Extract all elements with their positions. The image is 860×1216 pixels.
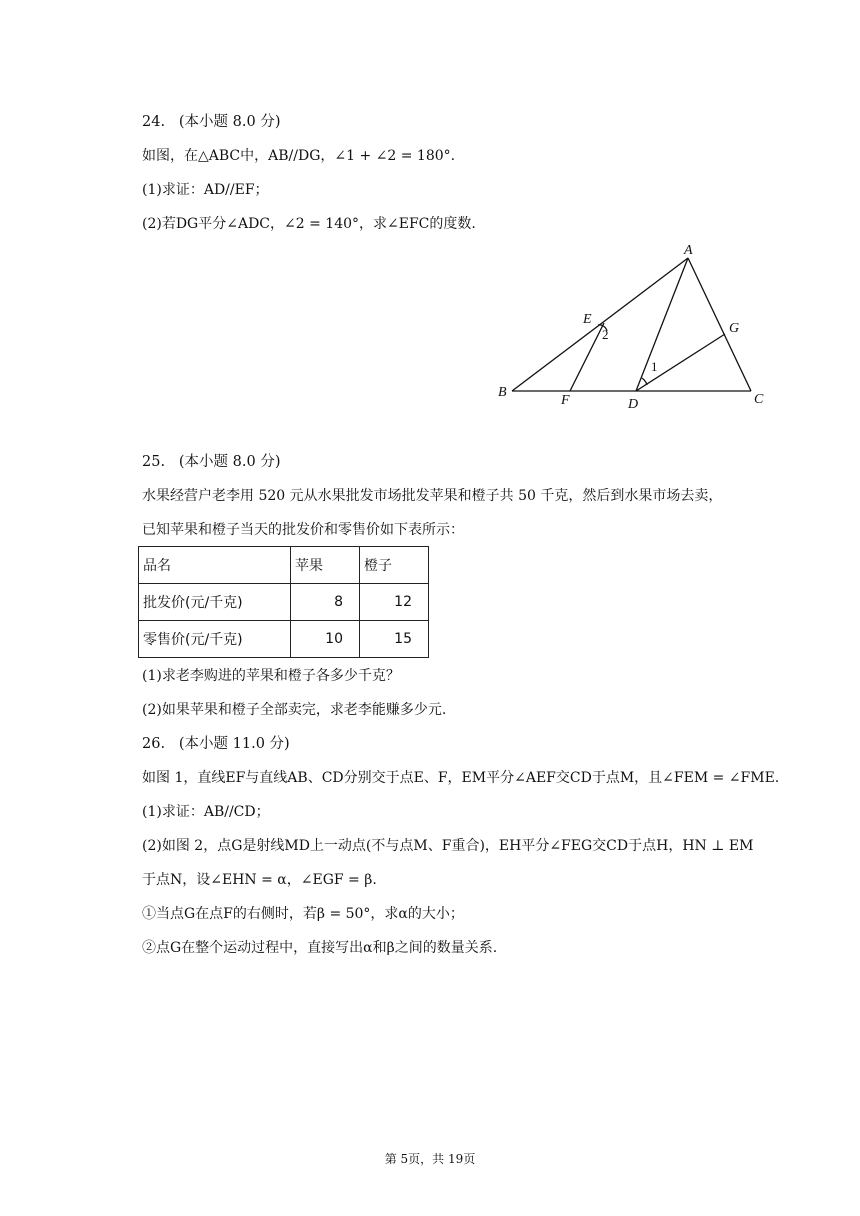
q25-header: 25. (本小题 8.0 分) bbox=[142, 454, 281, 470]
label-a: A bbox=[684, 243, 693, 258]
angle-1-arc bbox=[642, 378, 647, 385]
label-angle-2: 2 bbox=[602, 327, 609, 342]
q26-part2-line2: 于点N，设∠EHN = α，∠EGF = β. bbox=[142, 872, 377, 888]
table-header-cell: 品名 bbox=[139, 547, 291, 584]
q26-sub1: ①当点G在点F的右侧时，若β = 50°，求α的大小； bbox=[142, 906, 464, 922]
label-d: D bbox=[628, 397, 639, 412]
price-table bbox=[138, 546, 429, 658]
q24-part1: (1)求证：AD//EF； bbox=[142, 182, 269, 198]
table-header-cell: 苹果 bbox=[291, 547, 360, 584]
table-cell: 12 bbox=[360, 584, 429, 621]
q25-part1: (1)求老李购进的苹果和橙子各多少千克？ bbox=[142, 668, 400, 684]
triangle-figure bbox=[488, 238, 768, 418]
label-b: B bbox=[498, 385, 507, 400]
q26-stem: 如图 1，直线EF与直线AB、CD分别交于点E、F，EM平分∠AEF交CD于点M，且∠FEM = ∠FME. bbox=[142, 770, 780, 786]
label-g: G bbox=[729, 321, 740, 336]
q25-part2: (2)如果苹果和橙子全部卖完，求老李能赚多少元. bbox=[142, 702, 447, 718]
table-header-cell: 橙子 bbox=[360, 547, 429, 584]
table-cell: 15 bbox=[360, 621, 429, 658]
table-header-row bbox=[139, 547, 429, 584]
q24-header: 24. (本小题 8.0 分) bbox=[142, 114, 281, 130]
table-cell: 批发价(元/千克) bbox=[139, 584, 291, 621]
q24-part2: (2)若DG平分∠ADC，∠2 = 140°，求∠EFC的度数. bbox=[142, 216, 476, 232]
q24-stem: 如图，在△ABC中，AB//DG，∠1 + ∠2 = 180°. bbox=[142, 148, 456, 164]
table-row bbox=[139, 584, 429, 621]
page-footer: 第 5页，共 19页 bbox=[384, 1152, 476, 1166]
table-row bbox=[139, 621, 429, 658]
label-angle-1: 1 bbox=[651, 359, 658, 374]
label-f: F bbox=[561, 393, 570, 408]
segment-ef bbox=[570, 323, 604, 391]
table-cell: 零售价(元/千克) bbox=[139, 621, 291, 658]
table-cell: 8 bbox=[291, 584, 360, 621]
q25-stem-line2: 已知苹果和橙子当天的批发价和零售价如下表所示： bbox=[142, 522, 464, 538]
segment-ac bbox=[688, 258, 751, 391]
segment-dg bbox=[636, 334, 725, 391]
label-e: E bbox=[583, 312, 592, 327]
q26-header: 26. (本小题 11.0 分) bbox=[142, 736, 290, 752]
q26-part2-line1: (2)如图 2，点G是射线MD上一动点(不与点M、F重合)，EH平分∠FEG交CD于点H，HN ⊥ EM bbox=[142, 838, 754, 854]
q26-part1: (1)求证：AB//CD； bbox=[142, 804, 270, 820]
q25-stem-line1: 水果经营户老李用 520 元从水果批发市场批发苹果和橙子共 50 千克，然后到水果市场去卖， bbox=[142, 488, 723, 504]
q26-sub2: ②点G在整个运动过程中，直接写出α和β之间的数量关系. bbox=[142, 940, 498, 956]
label-c: C bbox=[754, 392, 764, 407]
table-cell: 10 bbox=[291, 621, 360, 658]
